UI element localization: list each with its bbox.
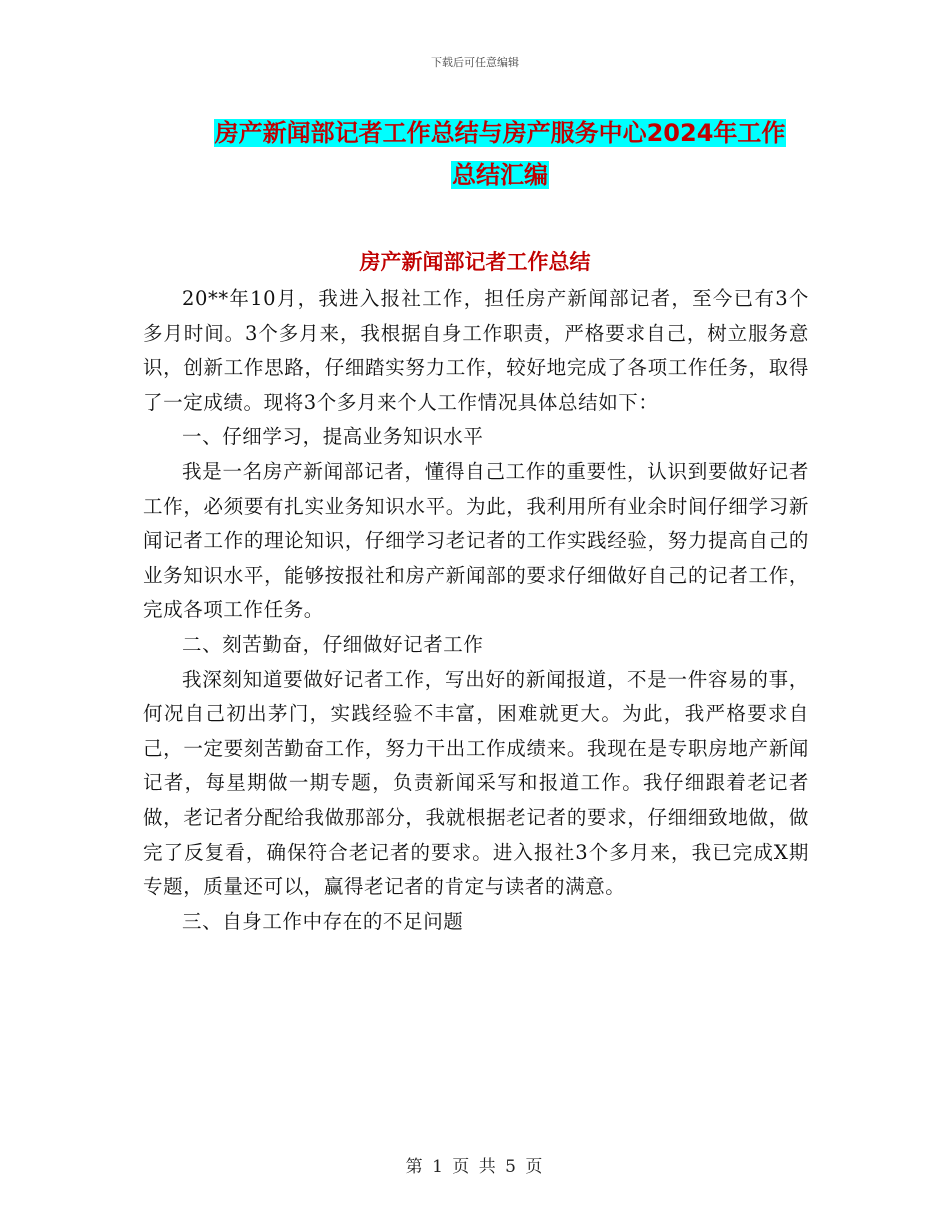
header-note: 下载后可任意编辑 — [431, 56, 519, 69]
heading-shortcomings: 三、自身工作中存在的不足问题 — [182, 909, 464, 933]
heading-diligence: 二、刻苦勤奋，仔细做好记者工作 — [182, 632, 484, 656]
document-title-line-1: 房产新闻部记者工作总结与房产服务中心2024年工作 — [214, 119, 786, 147]
heading-study: 一、仔细学习，提高业务知识水平 — [182, 425, 484, 449]
document-title — [170, 112, 830, 196]
paragraph-diligence: 我深刻知道要做好记者工作，写出好的新闻报道，不是一件容易的事，何况自己初出茅门，实践经验不丰富，困难就更大。为此，我严格要求自己，一定要刻苦勤奋工作，努力干出工作成绩来。我现在是专职房地产新闻记者，每星期做一期专题，负责新闻采写和报道工作。我仔细跟着老记者做，老记者分配给我做那部分，我就根据老记者的要求，仔细细致地做，做完了反复看，确保符合老记者的要求。进入报社3个多月来，我已完成X期专题，质量还可以，赢得老记者的肯定与读者的满意。 — [143, 667, 809, 899]
paragraph-study: 我是一名房产新闻部记者，懂得自己工作的重要性，认识到要做好记者工作，必须要有扎实业务知识水平。为此，我利用所有业余时间仔细学习新闻记者工作的理论知识，仔细学习老记者的工作实践经验，努力提高自己的业务知识水平，能够按报社和房产新闻部的要求仔细做好自己的记者工作，完成各项工作任务。 — [143, 459, 809, 622]
document-title-line-2: 总结汇编 — [452, 161, 548, 189]
paragraph-intro: 20**年10月，我进入报社工作，担任房产新闻部记者，至今已有3个多月时间。3个多月来，我根据自身工作职责，严格要求自己，树立服务意识，创新工作思路，仔细踏实努力工作，较好地完成了各项工作任务，取得了一定成绩。现将3个多月来个人工作情况具体总结如下： — [143, 287, 809, 414]
page-number-footer: 第 1 页 共 5 页 — [405, 1157, 545, 1177]
document-body — [143, 282, 809, 939]
section-title: 房产新闻部记者工作总结 — [359, 250, 591, 274]
